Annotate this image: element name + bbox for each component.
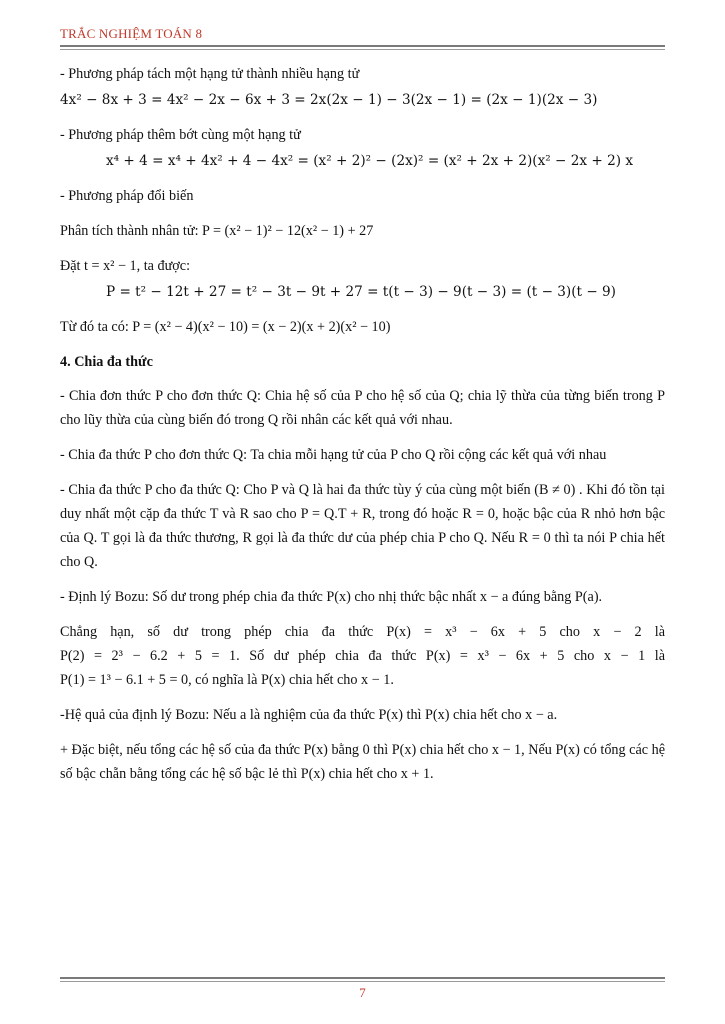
page-header-title: TRẮC NGHIỆM TOÁN 8: [60, 26, 203, 41]
div-monomial-paragraph: - Chia đơn thức P cho đơn thức Q: Chia hệ số của P cho hệ số của Q; chia lỹ thừa của từng biến trong P cho lũy thừa của cùng biến đó trong Q rồi nhân các kết quả với nhau.: [60, 388, 665, 428]
page-number: 7: [359, 985, 366, 1000]
method-addsub-title: - Phương pháp thêm bớt cùng một hạng tử: [60, 127, 301, 143]
bezout-theorem-paragraph: - Định lý Bozu: Số dư trong phép chia đa thức P(x) cho nhị thức bậc nhất x − a đúng bằng P(a).: [60, 589, 603, 605]
result-line: Từ đó ta có: P = (x² − 4)(x² − 10) = (x − 2)(x + 2)(x² − 10): [60, 319, 391, 335]
method-split-title: - Phương pháp tách một hạng tử thành nhiều hạng tử: [60, 66, 360, 82]
example-line-3: P(1) = 1³ − 6.1 + 5 = 0, có nghĩa là P(x) chia hết cho x − 1.: [60, 672, 394, 688]
footer-divider: [60, 977, 665, 979]
bezout-corollary-paragraph: -Hệ quả của định lý Bozu: Nếu a là nghiệm của đa thức P(x) thì P(x) chia hết cho x − a.: [60, 707, 558, 723]
example-line-2: P(2) = 2³ − 6.2 + 5 = 1. Số dư phép chia đa thức P(x) = x³ − 6x + 5 cho x − 1 là: [60, 648, 665, 664]
factor-line: Phân tích thành nhân tử: P = (x² − 1)² − 12(x² − 1) + 27: [60, 223, 374, 239]
special-case-paragraph: + Đặc biệt, nếu tổng các hệ số của đa thức P(x) bằng 0 thì P(x) chia hết cho x − 1, Nếu P(x) có tổng các hệ số bậc chẵn bằng tổng các hệ số bậc lẻ thì P(x) chia hết cho x + 1.: [60, 742, 665, 782]
set-t-line: Đặt t = x² − 1, ta được:: [60, 258, 191, 274]
equation-split: 4x² − 8x + 3 = 4x² − 2x − 6x + 3 = 2x(2x − 1) − 3(2x − 1) = (2x − 1)(2x − 3): [60, 92, 598, 108]
equation-t: P = t² − 12t + 27 = t² − 3t − 9t + 27 = t(t − 3) − 9(t − 3) = (t − 3)(t − 9): [106, 284, 616, 300]
equation-addsub: x⁴ + 4 = x⁴ + 4x² + 4 − 4x² = (x² + 2)² − (2x)² = (x² + 2x + 2)(x² − 2x + 2) x: [106, 153, 634, 169]
div-poly-by-poly-paragraph: - Chia đa thức P cho đa thức Q: Cho P và Q là hai đa thức tùy ý của cùng một biến (B ≠ 0) . Khi đó tồn tại duy nhất một cặp đa thức T và R sao cho P = Q.T + R, trong đó hoặc R = 0, hoặc bậc của R nhỏ hơn bậc của Q. T gọi là đa thức thương, R gọi là đa thức dư của phép chia P cho Q. Nếu R = 0 thì ta nói P chia hết cho Q.: [60, 482, 665, 570]
example-line-1: Chẳng hạn, số dư trong phép chia đa thức P(x) = x³ − 6x + 5 cho x − 2 là: [60, 624, 665, 640]
page-content: [60, 62, 665, 797]
header-divider-thin: [60, 49, 665, 50]
example-paragraph: [60, 620, 665, 692]
header-divider: [60, 45, 665, 47]
footer-divider-thin: [60, 981, 665, 982]
method-substitution-title: - Phương pháp đổi biến: [60, 188, 194, 204]
section-heading: 4. Chia đa thức: [60, 354, 153, 370]
div-poly-by-monomial-paragraph: - Chia đa thức P cho đơn thức Q: Ta chia mỗi hạng tử của P cho Q rồi cộng các kết quả với nhau: [60, 447, 607, 463]
